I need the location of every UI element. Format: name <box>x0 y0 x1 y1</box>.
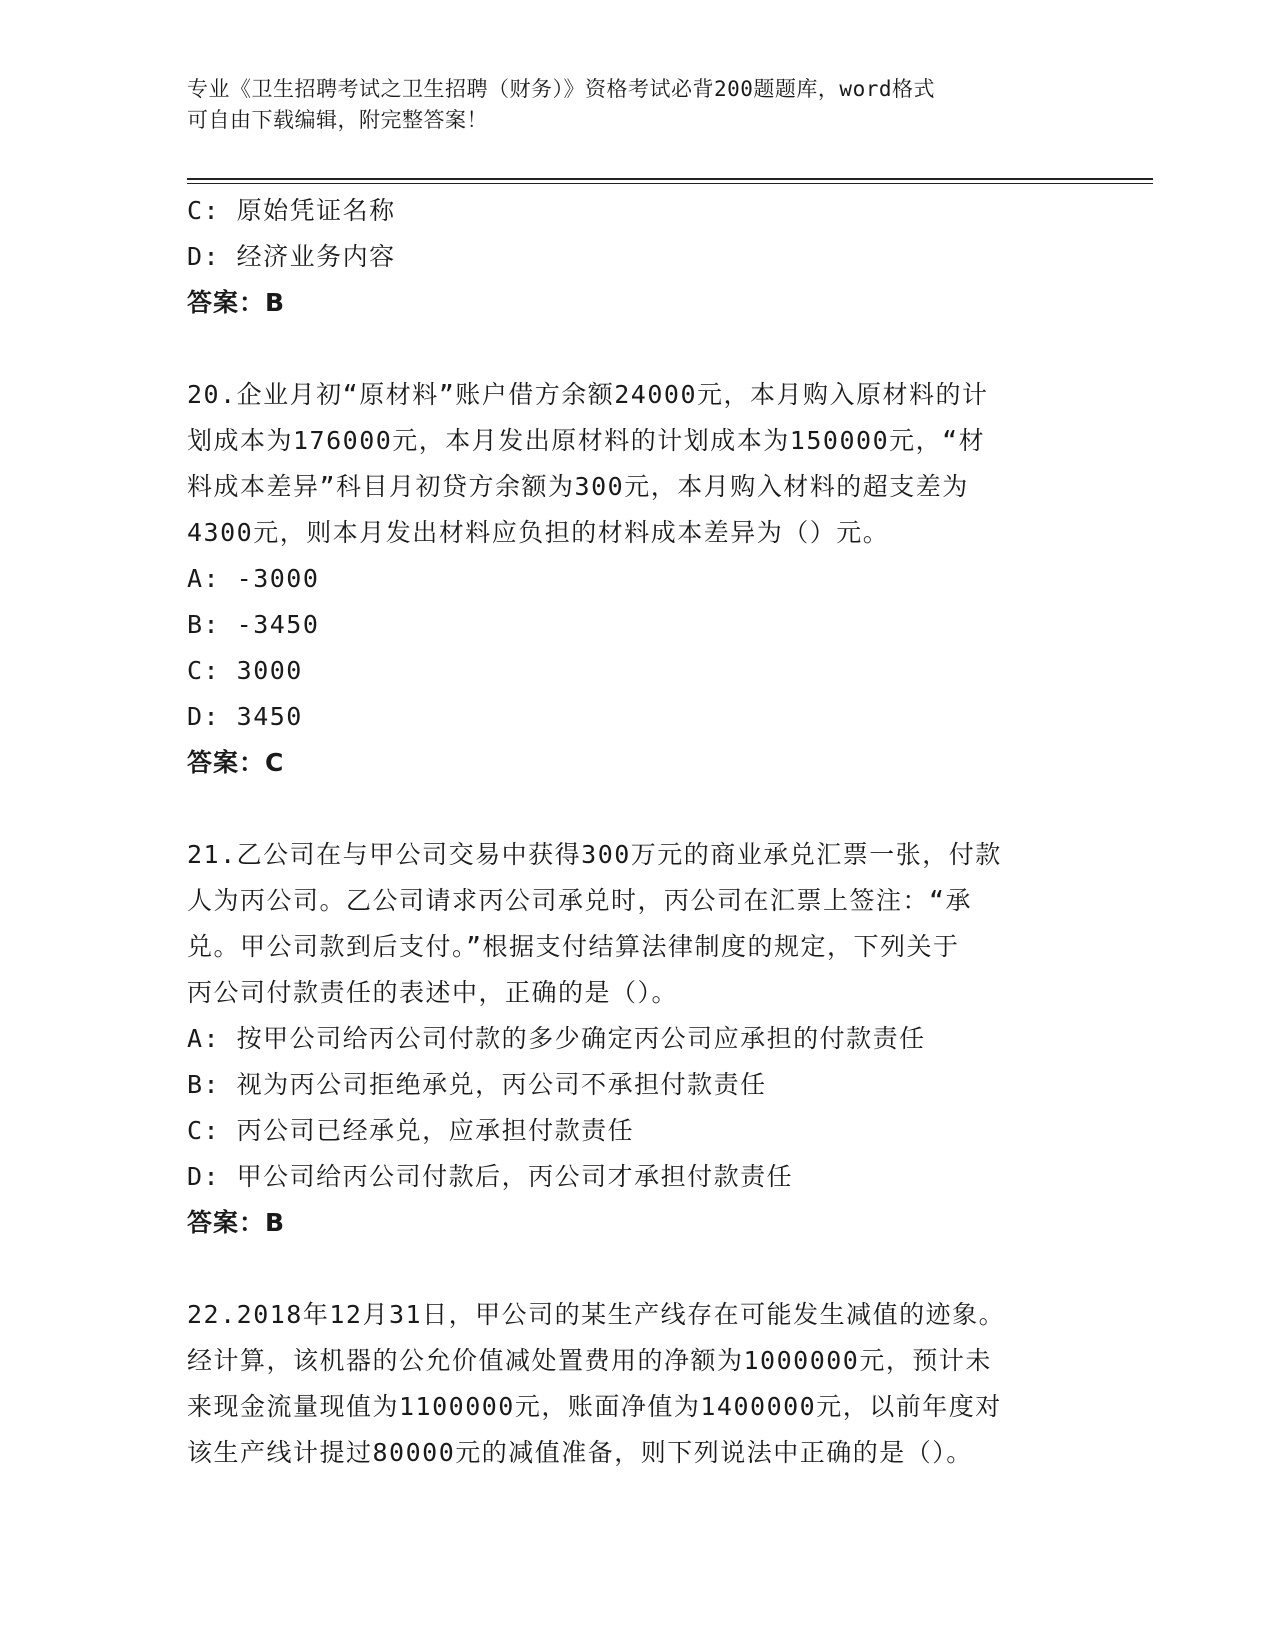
question-text-line: 兑。甲公司款到后支付。”根据支付结算法律制度的规定，下列关于 <box>187 932 960 961</box>
document-body <box>187 188 1067 1476</box>
spacer <box>187 326 1067 372</box>
question-text-line: 该生产线计提过80000元的减值准备，则下列说法中正确的是（）。 <box>187 1438 973 1467</box>
header-divider <box>187 178 1153 180</box>
spacer <box>187 1246 1067 1292</box>
option-d: D: 甲公司给丙公司付款后，丙公司才承担付款责任 <box>187 1162 794 1191</box>
question-22 <box>187 1292 1067 1476</box>
header-line-2: 可自由下载编辑，附完整答案！ <box>187 108 488 132</box>
question-text-line: 丙公司付款责任的表述中，正确的是（）。 <box>187 978 679 1007</box>
question-text-line: 20.企业月初“原材料”账户借方余额24000元，本月购入原材料的计 <box>187 380 989 409</box>
question-text-line: 来现金流量现值为1100000元，账面净值为1400000元，以前年度对 <box>187 1392 1002 1421</box>
question-text-line: 划成本为176000元，本月发出原材料的计划成本为150000元，“材 <box>187 426 986 455</box>
header-divider-thin <box>187 183 1153 184</box>
question-text-line: 21.乙公司在与甲公司交易中获得300万元的商业承兑汇票一张，付款 <box>187 840 1002 869</box>
option-b: B: 视为丙公司拒绝承兑，丙公司不承担付款责任 <box>187 1070 767 1099</box>
option-d: D: 3450 <box>187 702 303 731</box>
question-text-line: 4300元，则本月发出材料应负担的材料成本差异为（）元。 <box>187 518 890 547</box>
question-text-line: 22.2018年12月31日，甲公司的某生产线存在可能发生减值的迹象。 <box>187 1300 1006 1329</box>
question-text-line: 经计算，该机器的公允价值减处置费用的净额为1000000元，预计未 <box>187 1346 992 1375</box>
option-c: C: 3000 <box>187 656 303 685</box>
option-c: C: 原始凭证名称 <box>187 196 396 225</box>
question-20 <box>187 372 1067 786</box>
spacer <box>187 786 1067 832</box>
header-line-1: 专业《卫生招聘考试之卫生招聘（财务）》资格考试必背200题题库，word格式 <box>187 77 935 101</box>
option-d: D: 经济业务内容 <box>187 242 396 271</box>
option-a: A: 按甲公司给丙公司付款的多少确定丙公司应承担的付款责任 <box>187 1024 926 1053</box>
option-a: A: -3000 <box>187 564 320 593</box>
question-21 <box>187 832 1067 1246</box>
question-text-line: 料成本差异”科目月初贷方余额为300元，本月购入材料的超支差为 <box>187 472 969 501</box>
option-b: B: -3450 <box>187 610 320 639</box>
option-c: C: 丙公司已经承兑，应承担付款责任 <box>187 1116 635 1145</box>
document-header <box>187 74 1067 136</box>
answer: 答案：C <box>187 748 285 777</box>
answer: 答案：B <box>187 288 286 317</box>
question-text-line: 人为丙公司。乙公司请求丙公司承兑时，丙公司在汇票上签注：“承 <box>187 886 973 915</box>
answer: 答案：B <box>187 1208 286 1237</box>
